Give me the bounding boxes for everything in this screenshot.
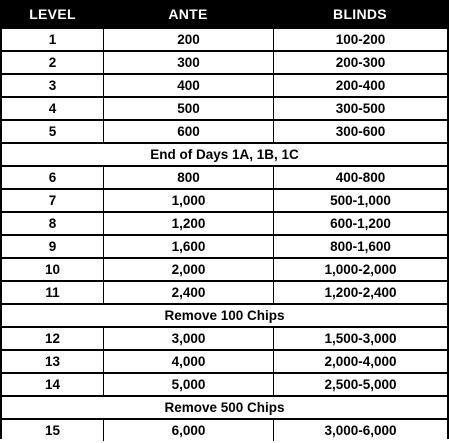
- blinds-cell: 2,500-5,000: [273, 374, 447, 395]
- blinds-cell: 1,200-2,400: [273, 282, 447, 303]
- blinds-cell: 300-600: [273, 121, 447, 142]
- blinds-cell: 500-1,000: [273, 190, 447, 211]
- level-cell: 9: [2, 236, 103, 257]
- level-cell: 10: [2, 259, 103, 280]
- blinds-cell: 2,000-4,000: [273, 351, 447, 372]
- blinds-cell: 1,000-2,000: [273, 259, 447, 280]
- ante-cell: 2,400: [103, 282, 273, 303]
- table-row: [2, 121, 447, 142]
- table-row: [2, 52, 447, 73]
- table-row: [2, 98, 447, 119]
- ante-cell: 3,000: [103, 328, 273, 349]
- break-row: [2, 305, 447, 326]
- ante-cell: 5,000: [103, 374, 273, 395]
- table-row: [2, 190, 447, 211]
- blinds-cell: 600-1,200: [273, 213, 447, 234]
- table-row: [2, 282, 447, 303]
- ante-cell: 2,000: [103, 259, 273, 280]
- blinds-cell: 200-400: [273, 75, 447, 96]
- blind-structure-table: [2, 0, 447, 443]
- table-header: [2, 0, 447, 27]
- level-cell: 5: [2, 121, 103, 142]
- header-blinds: BLINDS: [273, 0, 447, 27]
- table-row: [2, 259, 447, 280]
- table-row: [2, 236, 447, 257]
- level-cell: 8: [2, 213, 103, 234]
- table-row: [2, 213, 447, 234]
- level-cell: 6: [2, 167, 103, 188]
- header-level: LEVEL: [2, 0, 103, 27]
- table-row: [2, 167, 447, 188]
- header-ante: ANTE: [103, 0, 273, 27]
- break-label: Remove 100 Chips: [2, 305, 447, 326]
- blinds-cell: 100-200: [273, 29, 447, 50]
- level-cell: 1: [2, 29, 103, 50]
- level-cell: 4: [2, 98, 103, 119]
- break-label: End of Days 1A, 1B, 1C: [2, 144, 447, 165]
- level-cell: 15: [2, 420, 103, 441]
- table-row: [2, 351, 447, 372]
- ante-cell: 1,200: [103, 213, 273, 234]
- header-row: [2, 0, 447, 27]
- level-cell: 13: [2, 351, 103, 372]
- ante-cell: 200: [103, 29, 273, 50]
- level-cell: 7: [2, 190, 103, 211]
- break-row: [2, 397, 447, 418]
- break-row: [2, 144, 447, 165]
- ante-cell: 4,000: [103, 351, 273, 372]
- break-label: Remove 500 Chips: [2, 397, 447, 418]
- level-cell: 11: [2, 282, 103, 303]
- table-body: [2, 29, 447, 441]
- level-cell: 12: [2, 328, 103, 349]
- ante-cell: 300: [103, 52, 273, 73]
- table-row: [2, 328, 447, 349]
- level-cell: 3: [2, 75, 103, 96]
- ante-cell: 400: [103, 75, 273, 96]
- ante-cell: 6,000: [103, 420, 273, 441]
- ante-cell: 500: [103, 98, 273, 119]
- ante-cell: 600: [103, 121, 273, 142]
- table-row: [2, 420, 447, 441]
- table-row: [2, 374, 447, 395]
- table-row: [2, 29, 447, 50]
- ante-cell: 1,000: [103, 190, 273, 211]
- blinds-cell: 200-300: [273, 52, 447, 73]
- blinds-cell: 300-500: [273, 98, 447, 119]
- table-row: [2, 75, 447, 96]
- blinds-cell: 3,000-6,000: [273, 420, 447, 441]
- blinds-cell: 400-800: [273, 167, 447, 188]
- level-cell: 2: [2, 52, 103, 73]
- ante-cell: 1,600: [103, 236, 273, 257]
- level-cell: 14: [2, 374, 103, 395]
- blinds-cell: 800-1,600: [273, 236, 447, 257]
- blinds-cell: 1,500-3,000: [273, 328, 447, 349]
- ante-cell: 800: [103, 167, 273, 188]
